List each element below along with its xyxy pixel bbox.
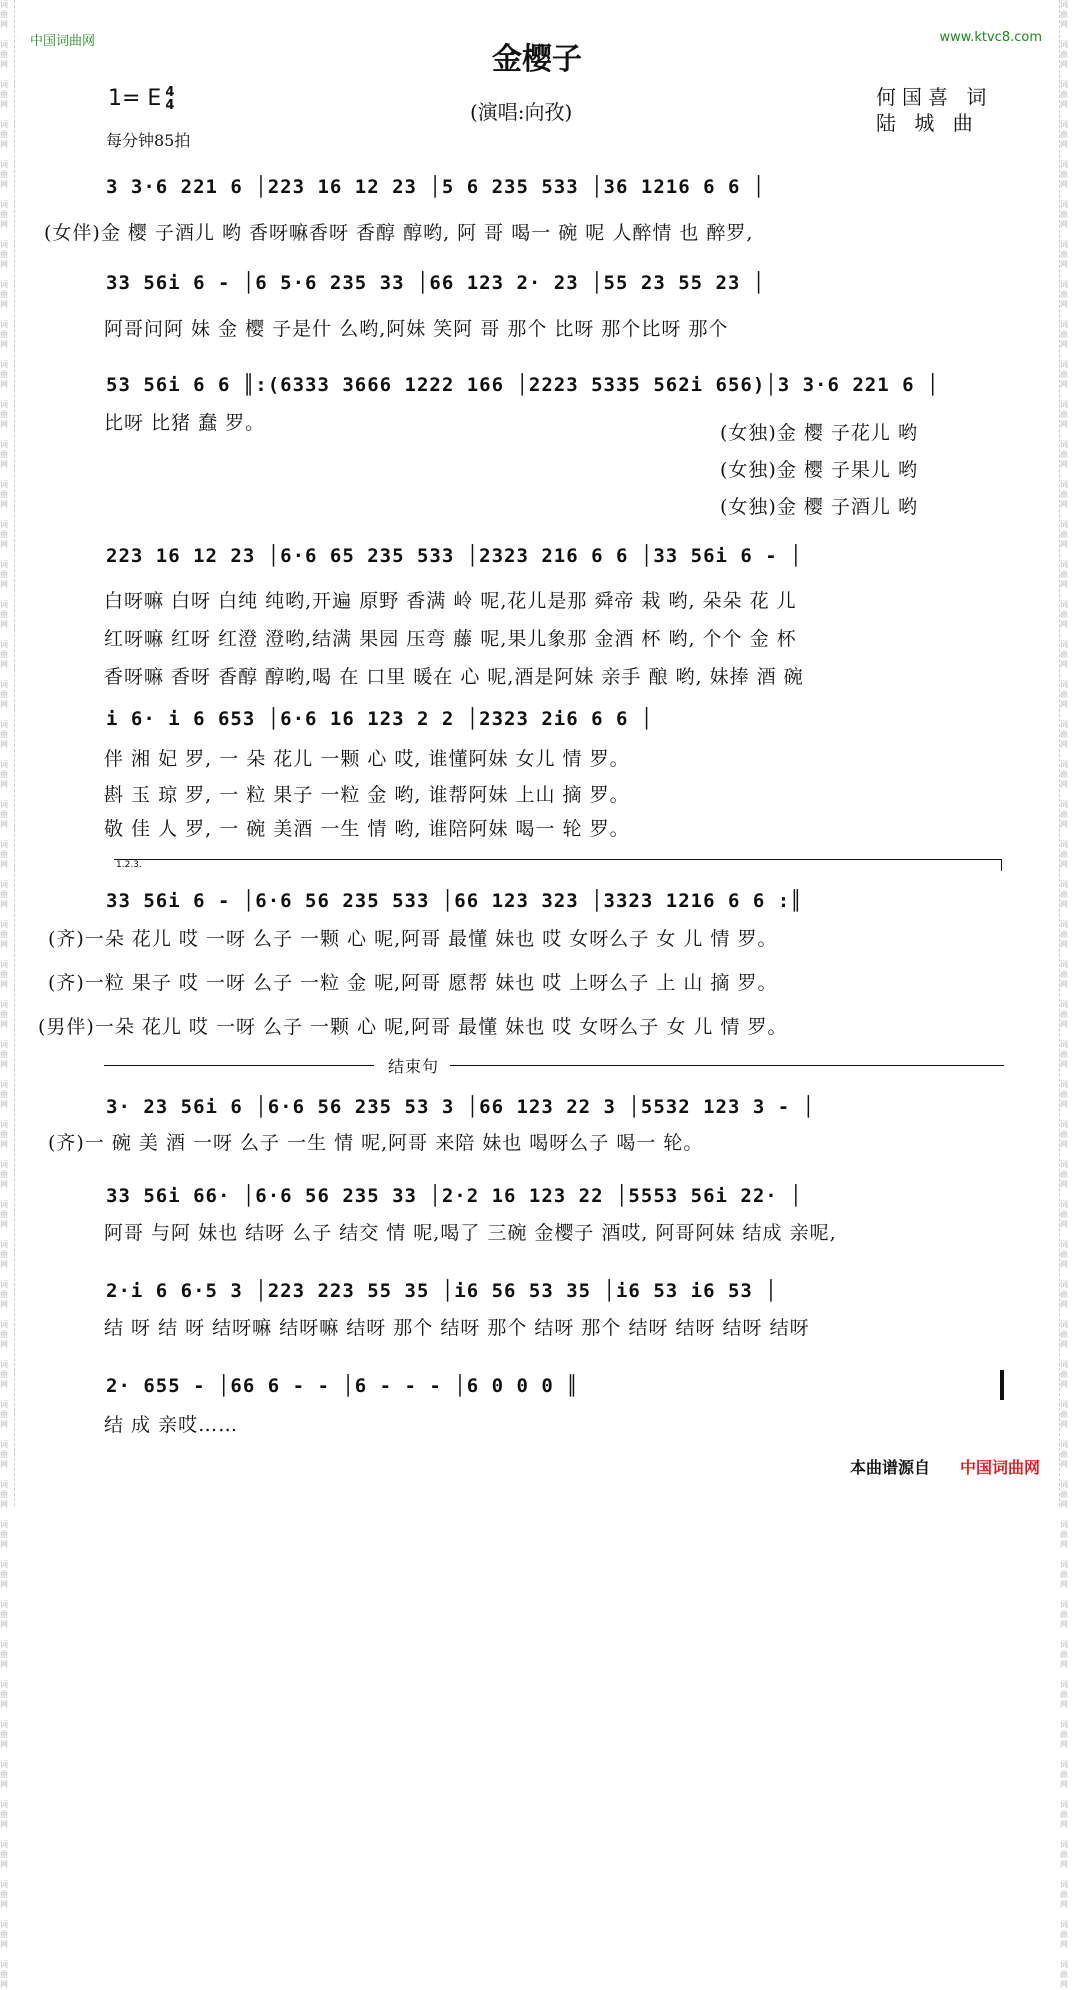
right-watermark-strip: 词 曲 网 词 曲 网 词 曲 网 词 曲 网 词 曲 网 词 曲 网 词 曲 网 词 曲 网 词 曲 网 词 曲 网 词 曲 网 词 曲 网 词 曲 网 词 曲 网 词 曲 网 词 曲 网 词 曲 网 词 曲 网 词 曲 网 词 曲 网 词 曲 网 词 曲 网 词 曲 网 词 曲 网 词 曲 网 词 曲 网 词 曲 网 词 曲 网 词 曲 网 词 曲 网 词 曲 网 词 曲 网 词 曲 网 词 曲 网 词 曲 网 词 曲 网 词 曲 网 词 曲 网 词 曲 网 词 曲 网 词 曲 网 词 曲 网 词 曲 网 词 曲 网 词 曲 网 词 曲 网 词 曲 网 词 曲 网 词 曲 网 词 曲 网 [1059,0,1074,1506]
lyric-line-4-1: 白呀嘛 白呀 白纯 纯哟,开遍 原野 香满 岭 呢,花儿是那 舜帝 栽 哟, 朵朵 花 儿 [104,590,797,612]
volta-bracket [114,859,1002,860]
lyric-line-3-4: (女独)金 樱 子酒儿 哟 [720,496,918,518]
ending-line-left [104,1065,374,1066]
notation-line-9: 2·i 6 6·5 3 │223 223 55 35 │i6 56 53 35 │i6 53 i6 53 │ [106,1280,778,1302]
time-signature [165,86,174,112]
lyric-line-8-1: 阿哥 与阿 妹也 结呀 么子 结交 情 呢,喝了 三碗 金樱子 酒哎, 阿哥阿妹 结成 亲呢, [104,1222,837,1244]
lyric-line-3-1: 比呀 比猪 蠢 罗。 [104,412,266,434]
final-barline [1000,1370,1004,1400]
lyric-line-5-3: 敬 佳 人 罗, 一 碗 美酒 一生 情 哟, 谁陪阿妹 喝一 轮 罗。 [104,818,630,840]
lyric-line-6-2: (齐)一粒 果子 哎 一呀 么子 一粒 金 呢,阿哥 愿帮 妹也 哎 上呀么子 上 山 摘 罗。 [48,972,778,994]
lyric-line-4-2: 红呀嘛 红呀 红澄 澄哟,结满 果园 压弯 藤 呢,果儿象那 金酒 杯 哟, 个个 金 杯 [104,628,797,650]
site-url-top-right: www.ktvc8.com [939,30,1042,45]
key-prefix: 1= E [108,86,162,111]
lyricist-credit: 何国喜 词 [876,85,993,109]
author-credits [876,84,992,136]
notation-line-3: 53 56i 6 6 ║:(6333 3666 1222 166 │2223 5335 562i 656)│3 3·6 221 6 │ [106,374,940,396]
tempo-marking: 每分钟85拍 [106,131,191,150]
footer-source-text: 本曲谱源自 [849,1458,930,1477]
lyric-line-9-1: 结 呀 结 呀 结呀嘛 结呀嘛 结呀 那个 结呀 那个 结呀 那个 结呀 结呀 结呀 结呀 [104,1317,810,1339]
lyric-line-5-1: 伴 湘 妃 罗, 一 朵 花儿 一颗 心 哎, 谁懂阿妹 女儿 情 罗。 [104,748,630,770]
ending-label: 结束句 [388,1057,440,1076]
lyric-line-6-3: (男伴)一朵 花儿 哎 一呀 么子 一颗 心 呢,阿哥 最懂 妹也 哎 女呀么子 女 儿 情 罗。 [38,1016,788,1038]
lyric-line-2-1: 阿哥问阿 妹 金 樱 子是什 么哟,阿妹 笑阿 哥 那个 比呀 那个比呀 那个 [104,318,729,340]
ending-line-right [450,1065,1004,1066]
volta-label: 1.2.3. [116,860,142,870]
composer-credit: 陆 城 曲 [876,111,979,135]
key-signature [108,86,174,112]
lyric-line-3-2: (女独)金 樱 子花儿 哟 [720,422,918,444]
lyric-line-3-3: (女独)金 樱 子果儿 哟 [720,459,918,481]
lyric-line-10-1: 结 成 亲哎…… [104,1414,239,1436]
song-title: 金樱子 [492,42,582,77]
lyric-line-5-2: 斟 玉 琼 罗, 一 粒 果子 一粒 金 哟, 谁帮阿妹 上山 摘 罗。 [104,784,630,806]
lyric-line-1-1: (女伴)金 樱 子酒儿 哟 香呀嘛香呀 香醇 醇哟, 阿 哥 喝一 碗 呢 人醉情 也 醉罗, [44,222,754,244]
footer-site-name: 中国词曲网 [959,1458,1040,1477]
left-watermark-strip: 词 曲 网 词 曲 网 词 曲 网 词 曲 网 词 曲 网 词 曲 网 词 曲 网 词 曲 网 词 曲 网 词 曲 网 词 曲 网 词 曲 网 词 曲 网 词 曲 网 词 曲 网 词 曲 网 词 曲 网 词 曲 网 词 曲 网 词 曲 网 词 曲 网 词 曲 网 词 曲 网 词 曲 网 词 曲 网 词 曲 网 词 曲 网 词 曲 网 词 曲 网 词 曲 网 词 曲 网 词 曲 网 词 曲 网 词 曲 网 词 曲 网 词 曲 网 词 曲 网 词 曲 网 词 曲 网 词 曲 网 词 曲 网 词 曲 网 词 曲 网 词 曲 网 词 曲 网 词 曲 网 词 曲 网 词 曲 网 词 曲 网 词 曲 网 [0,0,15,1506]
lyric-line-4-3: 香呀嘛 香呀 香醇 醇哟,喝 在 口里 暖在 心 呢,酒是阿妹 亲手 酿 哟, 妹捧 酒 碗 [104,666,804,688]
notation-line-6: 33 56i 6 - │6·6 56 235 533 │66 123 323 │3323 1216 6 6 :║ [106,890,803,912]
time-top: 4 [165,85,175,100]
lyric-line-7-1: (齐)一 碗 美 酒 一呀 么子 一生 情 呢,阿哥 来陪 妹也 喝呀么子 喝一 轮。 [48,1132,704,1154]
notation-line-7: 3· 23 56i 6 │6·6 56 235 53 3 │66 123 22 3 │5532 123 3 - │ [106,1096,816,1118]
notation-line-2: 33 56i 6 - │6 5·6 235 33 │66 123 2· 23 │55 23 55 23 │ [106,272,766,294]
notation-line-5: i 6· i 6 653 │6·6 16 123 2 2 │2323 2i6 6 6 │ [106,708,654,730]
notation-line-10: 2· 655 - │66 6 - - │6 - - - │6 0 0 0 ║ [106,1375,579,1397]
time-bottom: 4 [165,98,175,113]
notation-line-1: 3 3·6 221 6 │223 16 12 23 │5 6 235 533 │36 1216 6 6 │ [106,176,766,198]
site-name-top-left: 中国词曲网 [30,34,96,49]
notation-line-8: 33 56i 66· │6·6 56 235 33 │2·2 16 123 22 │5553 56i 22· │ [106,1185,803,1207]
volta-bracket-end [1001,859,1002,871]
singer-credit: (演唱:向孜) [470,100,573,124]
lyric-line-6-1: (齐)一朵 花儿 哎 一呀 么子 一颗 心 呢,阿哥 最懂 妹也 哎 女呀么子 女 儿 情 罗。 [48,928,778,950]
notation-line-4: 223 16 12 23 │6·6 65 235 533 │2323 216 6 6 │33 56i 6 - │ [106,545,803,567]
